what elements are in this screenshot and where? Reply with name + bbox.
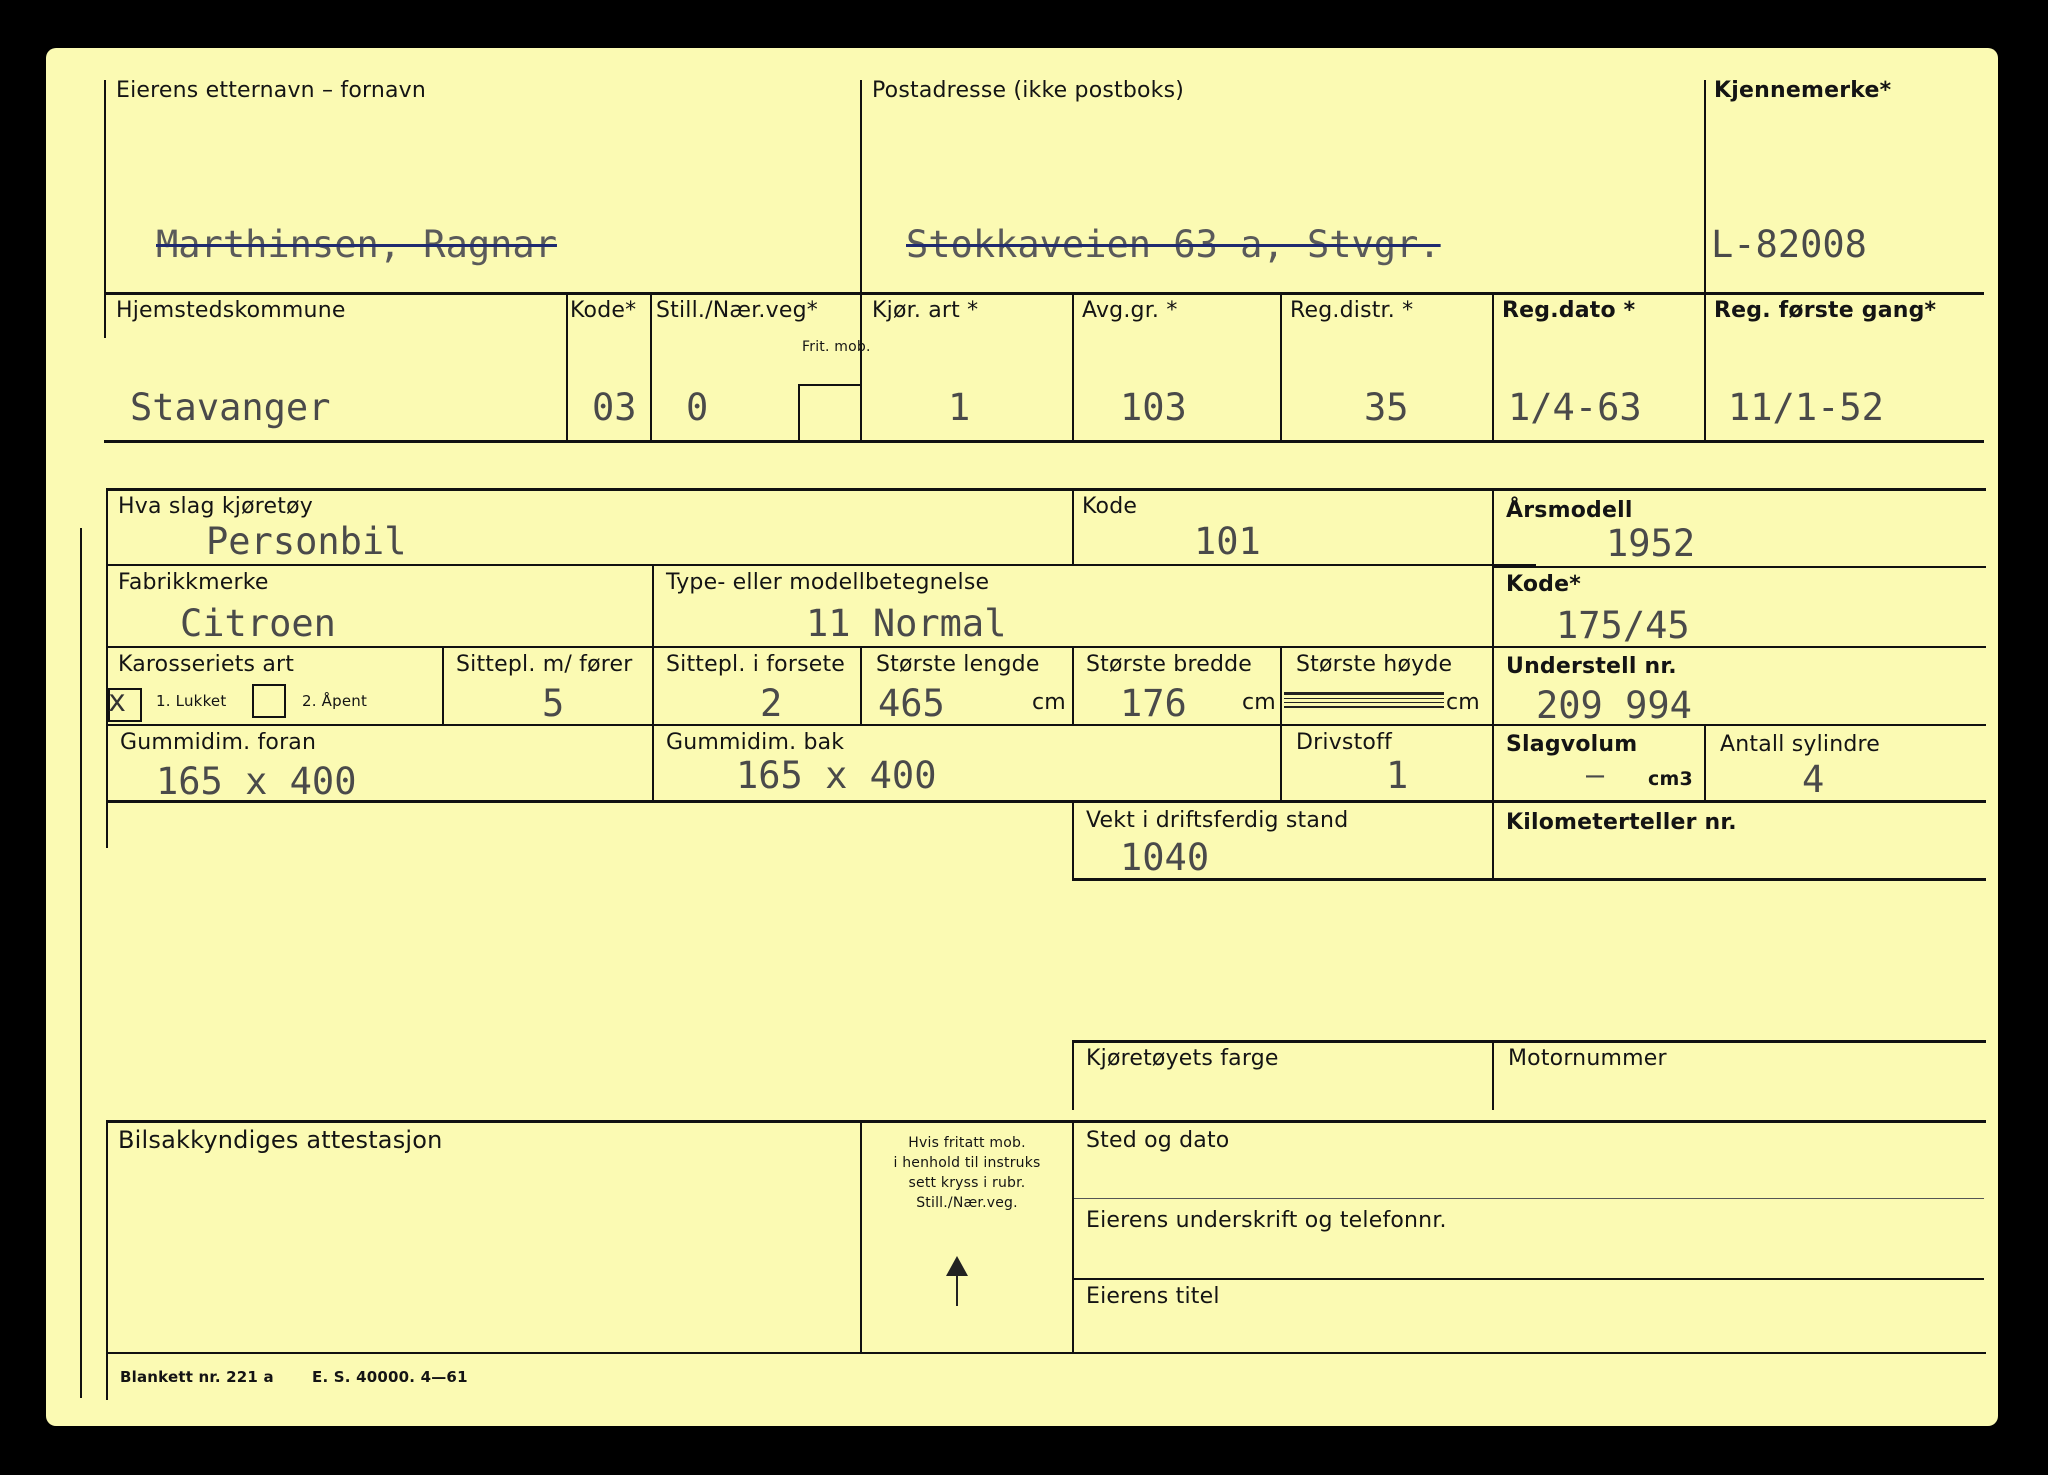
- owner-name-value: Marthinsen, Ragnar: [156, 223, 557, 266]
- width-label: Største bredde: [1086, 652, 1253, 677]
- form-number: Blankett nr. 221 a: [120, 1368, 274, 1386]
- fee-group-label: Avg.gr. *: [1082, 298, 1178, 323]
- divider: [1492, 802, 1494, 880]
- print-info: E. S. 40000. 4—61: [312, 1368, 468, 1386]
- displacement-value: –: [1586, 758, 1605, 793]
- body-closed-mark: x: [108, 684, 127, 719]
- divider: [106, 1352, 1986, 1354]
- divider: [1072, 802, 1074, 880]
- cylinders-value: 4: [1802, 758, 1825, 801]
- divider: [798, 384, 860, 386]
- tyres-front-label: Gummidim. foran: [120, 730, 317, 755]
- divider: [1492, 1042, 1494, 1110]
- kind-code-value: 101: [1194, 520, 1261, 563]
- body-opt2-label: 2. Åpent: [302, 692, 368, 710]
- reg-mark-value: L-82008: [1711, 223, 1867, 266]
- vehicle-kind-label: Hva slag kjøretøy: [118, 494, 313, 519]
- body-opt1-label: 1. Lukket: [156, 692, 227, 710]
- length-value: 465: [878, 682, 945, 725]
- divider: [80, 528, 82, 1398]
- municipality-label: Hjemstedskommune: [116, 298, 346, 323]
- fuel-value: 1: [1386, 754, 1409, 797]
- model-year-label: Årsmodell: [1506, 498, 1633, 523]
- divider: [1492, 566, 1986, 568]
- divider: [1492, 490, 1494, 806]
- divider: [106, 488, 1986, 491]
- make-label: Fabrikkmerke: [118, 570, 269, 595]
- fuel-label: Drivstoff: [1296, 730, 1392, 755]
- divider: [1280, 648, 1282, 726]
- divider: [1074, 1198, 1984, 1199]
- seats-front-label: Sittepl. i forsete: [666, 652, 846, 677]
- divider: [566, 294, 568, 442]
- divider: [798, 386, 800, 442]
- tyres-rear-value: 165 x 400: [736, 754, 937, 797]
- divider: [1280, 294, 1282, 442]
- reg-date-label: Reg.dato *: [1502, 298, 1636, 323]
- model-year-value: 1952: [1606, 522, 1696, 565]
- height-hatch: [1284, 692, 1444, 708]
- kind-code-label: Kode: [1082, 494, 1138, 519]
- divider: [860, 294, 862, 442]
- divider: [652, 726, 654, 802]
- divider: [1072, 1040, 1986, 1043]
- divider: [860, 1122, 862, 1352]
- seats-driver-label: Sittepl. m/ fører: [456, 652, 633, 677]
- code-label: Kode*: [570, 298, 637, 323]
- code-value: 03: [592, 386, 637, 429]
- seats-driver-value: 5: [542, 682, 565, 725]
- vehicle-kind-value: Personbil: [206, 520, 407, 563]
- divider: [1072, 294, 1074, 442]
- owner-name-label: Eierens etternavn – fornavn: [116, 78, 427, 103]
- divider: [1280, 726, 1282, 802]
- type-label: Type- eller modellbetegnelse: [666, 570, 990, 595]
- address-label: Postadresse (ikke postboks): [872, 78, 1185, 103]
- attestation-note-line2: i henhold til instruks: [893, 1155, 1041, 1171]
- reg-date-value: 1/4-63: [1508, 386, 1642, 429]
- divider: [106, 646, 1986, 648]
- tyres-rear-label: Gummidim. bak: [666, 730, 845, 755]
- attestation-note-line3: sett kryss i rubr.: [908, 1175, 1026, 1191]
- divider: [106, 488, 108, 848]
- registration-card: [46, 48, 1998, 1426]
- code2-label: Kode*: [1506, 572, 1581, 597]
- signature-label: Eierens underskrift og telefonnr.: [1086, 1208, 1447, 1233]
- divider: [650, 294, 652, 442]
- fee-group-value: 103: [1120, 386, 1187, 429]
- width-value: 176: [1120, 682, 1187, 725]
- reg-district-label: Reg.distr. *: [1290, 298, 1414, 323]
- divider: [1072, 1042, 1074, 1110]
- code2-value: 175/45: [1556, 604, 1690, 647]
- displacement-unit: cm3: [1648, 768, 1693, 790]
- divider: [104, 292, 1984, 295]
- divider: [1072, 1122, 1074, 1352]
- drive-type-label: Kjør. art *: [872, 298, 979, 323]
- municipality-value: Stavanger: [130, 386, 331, 429]
- height-unit: cm: [1446, 690, 1480, 715]
- divider: [1074, 1278, 1984, 1280]
- attestation-title: Bilsakkyndiges attestasjon: [118, 1126, 443, 1154]
- make-value: Citroen: [180, 602, 336, 645]
- tyres-front-value: 165 x 400: [156, 760, 357, 803]
- arrow-head-icon: [946, 1256, 968, 1276]
- attestation-note-line1: Hvis fritatt mob.: [908, 1135, 1026, 1151]
- displacement-label: Slagvolum: [1506, 732, 1638, 757]
- weight-value: 1040: [1120, 836, 1210, 879]
- place-date-label: Sted og dato: [1086, 1128, 1230, 1153]
- address-value: Stokkaveien 63 a, Stvgr.: [906, 223, 1441, 266]
- reg-mark-label: Kjennemerke*: [1714, 78, 1892, 103]
- divider: [1492, 294, 1494, 442]
- length-label: Største lengde: [876, 652, 1040, 677]
- engine-no-label: Motornummer: [1508, 1046, 1667, 1071]
- divider: [860, 648, 862, 726]
- attestation-note-line4: Still./Nær.veg.: [916, 1195, 1018, 1211]
- reg-district-value: 35: [1364, 386, 1409, 429]
- divider: [652, 566, 654, 726]
- cylinders-label: Antall sylindre: [1720, 732, 1881, 757]
- body-open-checkbox[interactable]: [252, 684, 286, 718]
- divider: [106, 1120, 108, 1400]
- odometer-label: Kilometerteller nr.: [1506, 810, 1737, 835]
- chassis-value: 209 994: [1536, 684, 1692, 727]
- seats-front-value: 2: [760, 682, 783, 725]
- color-label: Kjøretøyets farge: [1086, 1046, 1279, 1071]
- height-label: Største høyde: [1296, 652, 1453, 677]
- length-unit: cm: [1032, 690, 1066, 715]
- frit-mob-label: Frit. mob.: [802, 339, 871, 355]
- owner-title-label: Eierens titel: [1086, 1284, 1220, 1309]
- divider: [104, 80, 106, 338]
- divider: [1704, 294, 1706, 442]
- divider: [104, 440, 1984, 443]
- road-value: 0: [686, 386, 709, 429]
- chassis-label: Understell nr.: [1506, 654, 1677, 679]
- divider: [1072, 490, 1074, 566]
- body-type-label: Karosseriets art: [118, 652, 295, 677]
- first-reg-value: 11/1-52: [1728, 386, 1884, 429]
- road-label: Still./Nær.veg*: [656, 298, 818, 323]
- weight-label: Vekt i driftsferdig stand: [1086, 808, 1349, 833]
- divider: [1072, 648, 1074, 726]
- first-reg-label: Reg. første gang*: [1714, 298, 1937, 323]
- divider: [442, 648, 444, 726]
- divider: [106, 1120, 1986, 1123]
- width-unit: cm: [1242, 690, 1276, 715]
- type-value: 11 Normal: [806, 602, 1007, 645]
- drive-type-value: 1: [948, 386, 971, 429]
- divider: [1704, 726, 1706, 802]
- divider: [106, 564, 1536, 566]
